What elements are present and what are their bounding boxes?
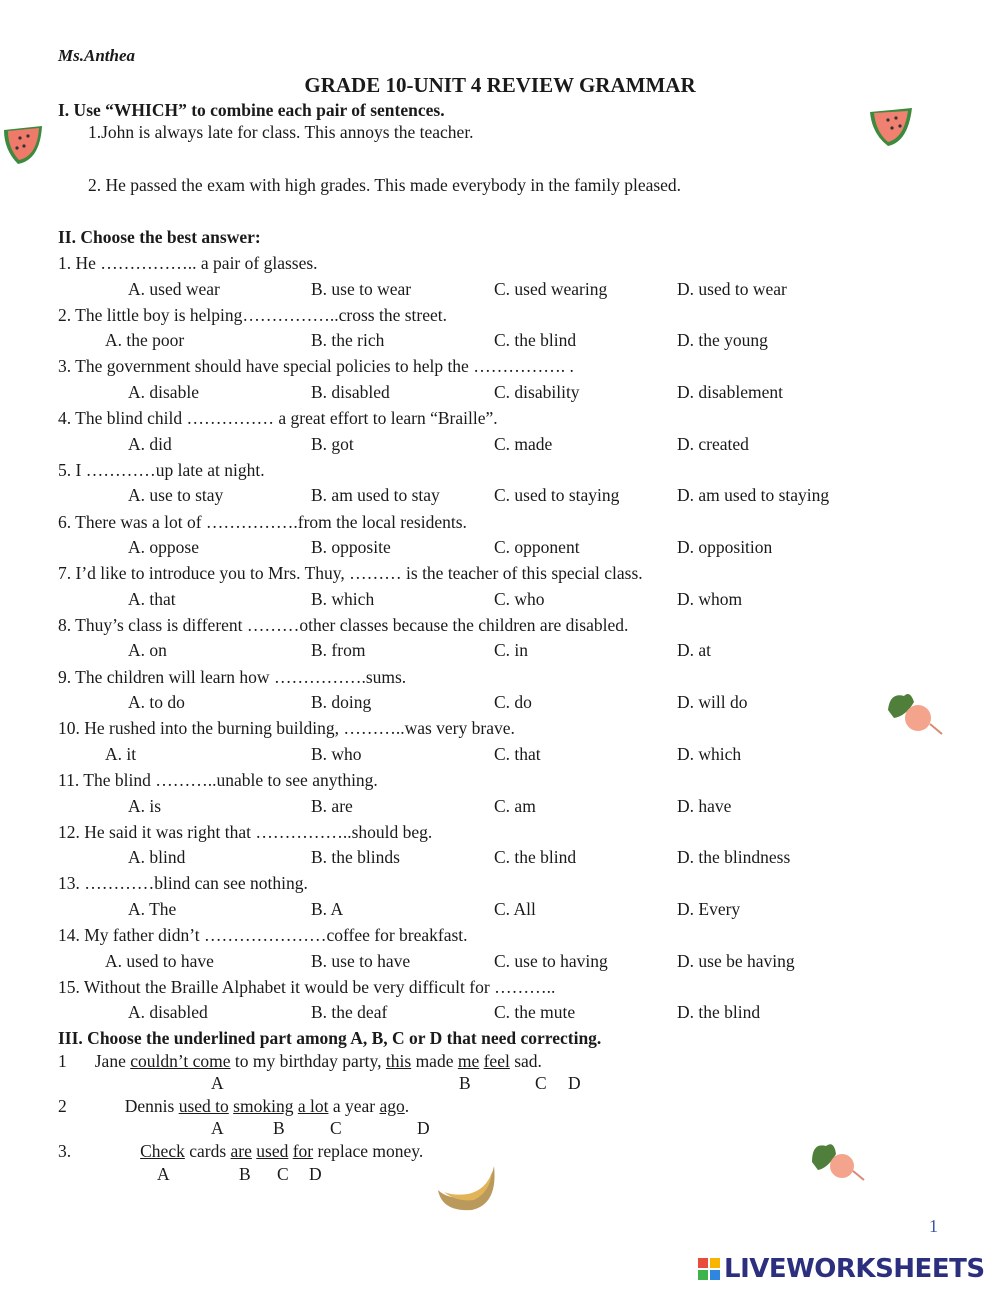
answer-option-c: C. the mute (494, 1002, 576, 1023)
answer-option-c: C. am (494, 795, 536, 816)
answer-option-b: B. which (311, 588, 375, 609)
answer-option-b: B. use to have (311, 950, 411, 971)
answer-option-b: B. use to wear (311, 278, 412, 299)
question-text: 8. Thuy’s class is different ………other classes because the children are disabled. (58, 614, 629, 635)
sentence-number: 2 (58, 1096, 67, 1116)
answer-option-c: C. opponent (494, 537, 580, 557)
underlined-part-b: this (385, 1051, 412, 1071)
worksheet-title: GRADE 10-UNIT 4 REVIEW GRAMMAR (304, 73, 696, 97)
answer-option-c: C. do (494, 692, 532, 713)
answer-option-b: B. got (311, 433, 354, 454)
section-2-heading: II. Choose the best answer: (58, 227, 261, 247)
question-text: 13. …………blind can see nothing. (58, 873, 308, 894)
option-letter-b: B (239, 1164, 251, 1184)
answer-option-d: D. the young (677, 330, 768, 351)
question-text: 1. He …………….. a pair of glasses. (58, 253, 318, 273)
section-1-item: 1.John is always late for class. This annoys the teacher. (88, 122, 474, 142)
answer-option-d: D. at (677, 640, 712, 661)
question-text: 3. The government should have special policies to help the ……………. . (58, 356, 574, 377)
question-text: 12. He said it was right that ……………..should beg. (58, 821, 433, 842)
brand-name: LIVEWORKSHEETS (724, 1254, 985, 1284)
underlined-part-c: a lot (297, 1096, 329, 1116)
answer-option-b: B. the deaf (311, 1002, 388, 1023)
answer-option-c: C. All (494, 898, 536, 919)
answer-option-b: B. who (311, 743, 362, 764)
radish-icon (884, 688, 946, 738)
sentence-text: cards (184, 1141, 231, 1161)
error-sentence-3 (58, 1141, 423, 1162)
answer-option-b: B. A (311, 898, 344, 919)
answer-option-a: A. that (128, 588, 176, 609)
underlined-part-b: are (230, 1141, 252, 1161)
answer-option-b: B. the blinds (311, 847, 400, 868)
answer-option-a: A. disabled (128, 1002, 208, 1023)
answer-option-c: C. used wearing (494, 278, 608, 299)
option-letter-c: C (535, 1073, 547, 1093)
sentence-text: Jane (94, 1051, 131, 1071)
answer-option-d: D. use be having (677, 950, 795, 971)
brand-squares-icon (698, 1258, 720, 1280)
page-number: 1 (929, 1216, 938, 1236)
answer-option-d: D. created (677, 433, 749, 454)
sentence-number: 3. (58, 1141, 72, 1161)
answer-option-c: C. the blind (494, 847, 577, 868)
sentence-text: Dennis (124, 1096, 179, 1116)
answer-option-d: D. used to wear (677, 278, 787, 299)
sentence-number: 1 (58, 1051, 67, 1071)
section-1-item: 2. He passed the exam with high grades. This made everybody in the family pleased. (88, 175, 682, 195)
question-text: 11. The blind ………..unable to see anything. (58, 770, 378, 790)
section-1-heading: I. Use “WHICH” to combine each pair of sentences. (58, 100, 445, 120)
option-letter-a: A (211, 1073, 224, 1093)
question-text: 4. The blind child …………… a great effort to learn “Braille”. (58, 408, 498, 429)
option-letter-a: A (211, 1118, 224, 1138)
answer-option-b: B. are (311, 795, 353, 816)
answer-option-a: A. the poor (105, 330, 185, 351)
question-text: 9. The children will learn how …………….sums. (58, 666, 407, 687)
answer-option-c: C. use to having (494, 950, 608, 971)
sentence-text: to my birthday party, (230, 1051, 386, 1071)
underlined-part-d: feel (483, 1051, 510, 1071)
answer-option-c: C. made (494, 433, 553, 454)
option-letter-b: B (459, 1073, 471, 1093)
error-sentence-2 (58, 1096, 409, 1117)
radish-icon (808, 1138, 870, 1188)
underlined-part-a: used to (178, 1096, 229, 1116)
sentence-text: replace money. (313, 1141, 424, 1161)
answer-option-c: C. that (494, 743, 541, 764)
answer-option-a: A. blind (128, 847, 186, 868)
option-letter-d: D (309, 1164, 322, 1184)
underlined-part-c: used (256, 1141, 289, 1161)
question-text: 2. The little boy is helping……………..cross the street. (58, 304, 447, 325)
watermelon-icon (0, 120, 46, 168)
option-letter-c: C (330, 1118, 342, 1138)
melon-slice-icon (432, 1160, 502, 1216)
liveworksheets-logo[interactable] (698, 1252, 985, 1286)
answer-option-c: C. the blind (494, 330, 577, 351)
answer-option-c: C. in (494, 640, 529, 661)
answer-option-b: B. disabled (311, 381, 390, 402)
question-text: 10. He rushed into the burning building, ………..was very brave. (58, 718, 515, 739)
question-text: 7. I’d like to introduce you to Mrs. Thuy, ……… is the teacher of this special class. (58, 563, 643, 584)
sentence-text: . (404, 1096, 410, 1116)
answer-option-a: A. is (128, 795, 162, 816)
underlined-part-d: ago (379, 1096, 405, 1116)
answer-option-d: D. which (677, 743, 742, 764)
option-letter-a: A (157, 1164, 170, 1184)
answer-option-d: D. the blind (677, 1002, 761, 1023)
underlined-part-a: Check (140, 1141, 185, 1161)
watermelon-icon (866, 104, 916, 150)
answer-option-c: C. used to staying (494, 485, 620, 506)
answer-option-c: C. who (494, 588, 545, 609)
answer-option-d: D. whom (677, 588, 743, 609)
answer-option-a: A. to do (128, 692, 185, 713)
question-text: 15. Without the Braille Alphabet it would be very difficult for ……….. (58, 976, 556, 997)
answer-option-d: D. disablement (677, 381, 783, 402)
answer-option-a: A. did (128, 433, 172, 454)
section-3-heading: III. Choose the underlined part among A, B, C or D that need correcting. (58, 1028, 602, 1048)
question-text: 5. I …………up late at night. (58, 459, 265, 480)
underlined-part-a: couldn’t come (130, 1051, 231, 1071)
author-name: Ms.Anthea (58, 46, 135, 65)
answer-option-a: A. used wear (128, 278, 220, 299)
answer-option-d: D. have (677, 795, 732, 816)
underlined-part-b: smoking (233, 1096, 294, 1116)
answer-option-b: B. from (311, 640, 366, 661)
answer-option-a: A. disable (128, 381, 199, 402)
answer-option-b: B. am used to stay (311, 485, 440, 506)
answer-option-d: D. Every (677, 898, 741, 919)
option-letter-b: B (273, 1118, 285, 1138)
answer-option-a: A. on (128, 640, 167, 661)
option-letter-d: D (417, 1118, 430, 1138)
underlined-part-d: for (292, 1141, 314, 1161)
answer-option-a: A. used to have (105, 950, 214, 971)
question-text: 14. My father didn’t …………………coffee for breakfast. (58, 925, 468, 946)
answer-option-d: D. opposition (677, 537, 773, 557)
error-sentence-1 (58, 1051, 542, 1072)
underlined-part-c: me (457, 1051, 480, 1071)
answer-option-a: A. it (105, 743, 137, 764)
answer-option-a: A. use to stay (128, 485, 224, 506)
sentence-text: a year (328, 1096, 380, 1116)
answer-option-c: C. disability (494, 381, 580, 402)
option-letter-d: D (568, 1073, 581, 1093)
question-text: 6. There was a lot of …………….from the local residents. (58, 511, 467, 532)
sentence-text: sad. (509, 1051, 542, 1071)
answer-option-d: D. the blindness (677, 847, 791, 868)
answer-option-a: A. The (128, 898, 177, 919)
option-letter-c: C (277, 1164, 289, 1184)
sentence-text: made (411, 1051, 458, 1071)
answer-option-d: D. am used to staying (677, 485, 830, 506)
answer-option-d: D. will do (677, 692, 748, 713)
answer-option-b: B. the rich (311, 330, 385, 351)
answer-option-b: B. opposite (311, 537, 391, 557)
answer-option-a: A. oppose (128, 537, 199, 557)
answer-option-b: B. doing (311, 692, 372, 713)
